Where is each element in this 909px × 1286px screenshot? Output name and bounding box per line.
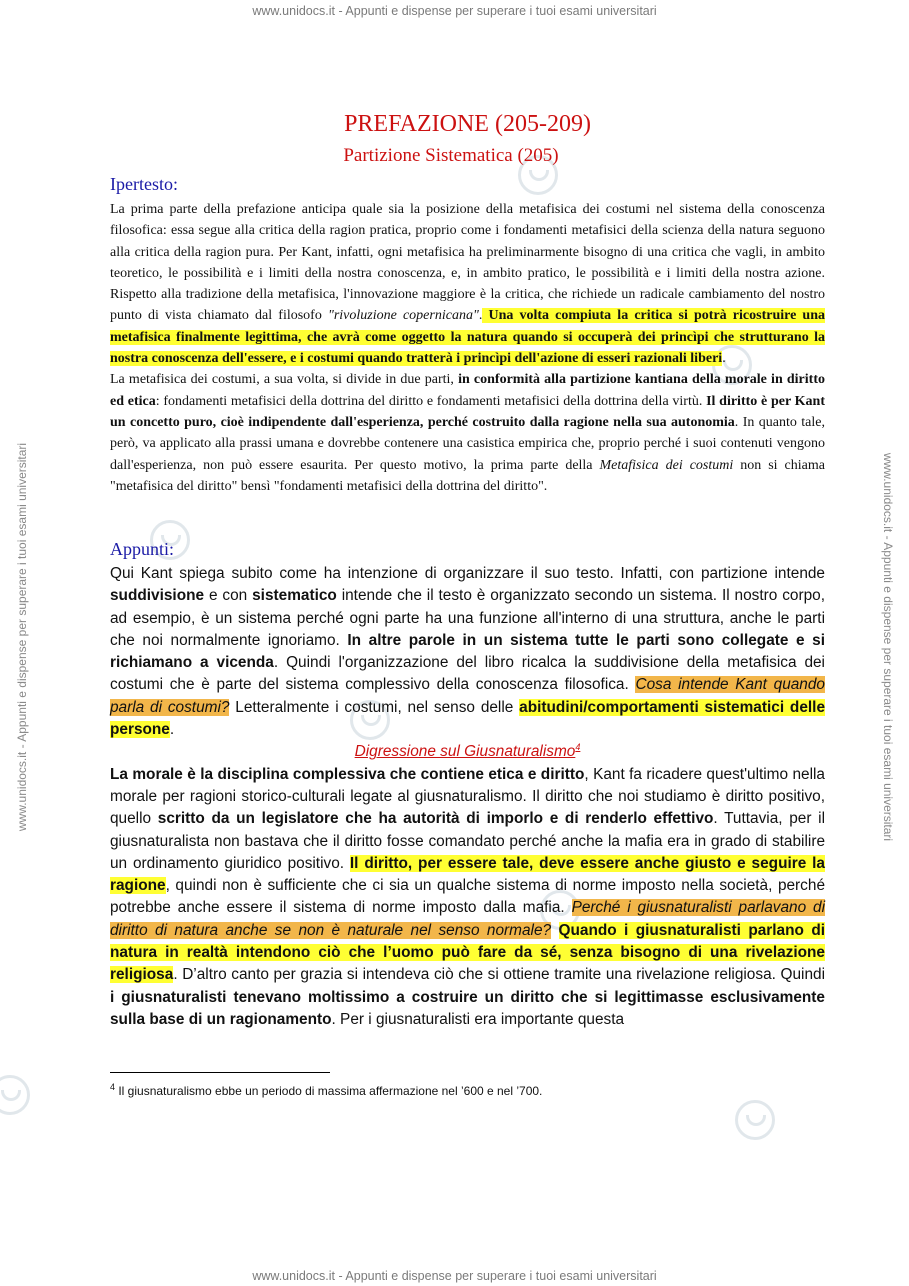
ipertesto-p1-after: .	[722, 351, 726, 367]
unidocs-logo-icon	[0, 1075, 30, 1115]
digression-heading	[110, 741, 825, 763]
appunti-s1-bold-1: suddivisione	[110, 587, 205, 605]
appunti-s2-e: . D’altro canto per grazia si intendeva ciò che si ottiene tramite una rivelazione religiosa. Quindi	[173, 966, 825, 984]
footnote-text: Il giusnaturalismo ebbe un periodo di massima affermazione nel ’600 e nel ’700.	[115, 1084, 543, 1098]
footnote-number: 4	[110, 1082, 116, 1092]
ipertesto-heading: Ipertesto:	[110, 174, 178, 194]
ipertesto-p1-highlight: Una volta compiuta la critica si potrà ricostruire una metafisica finalmente legittima, che avrà come oggetto la natura quando si occuperà dei princìpi che strutturano la nostra conoscenza dell'essere, e i costumi quando tratterà i princìpi dell'azione di esseri razionali liberi	[110, 308, 825, 367]
watermark-right: www.unidocs.it - Appunti e dispense per superare i tuoi esami universitari	[881, 452, 895, 842]
appunti-s2-f: . Per i giusnaturalisti era importante questa	[331, 1010, 625, 1028]
appunti-s2-space	[551, 922, 558, 939]
watermark-header: www.unidocs.it - Appunti e dispense per superare i tuoi esami universitari	[252, 4, 657, 18]
appunti-s1-f: Letteralmente i costumi, nel senso delle	[229, 698, 520, 716]
appunti-s2-bold-1: La morale è la disciplina complessiva che contiene etica e diritto	[110, 765, 585, 783]
appunti-heading: Appunti:	[110, 539, 175, 559]
ipertesto-p2-e: . In quanto tale, però, va applicato alla prassi umana e dovrebbe contenere una casistica empirica che, proprio perché i suoi contenuti vengono dall'esperienza, non può essere esaurita. Per questo motivo, la prima parte della	[110, 414, 825, 473]
ipertesto-text	[110, 199, 825, 497]
appunti-s2-a: , Kant fa ricadere quest'ultimo nella morale per ragioni storico-culturali legate al giusnaturalismo. Il diritto che noi studiamo è diritto positivo, quello	[110, 765, 825, 828]
appunti-s2-highlight-2: Quando i giusnaturalisti parlano di natura in realtà intendono ciò che l’uomo può fare da sé, senza bisogno di una rivelazione religiosa	[110, 921, 825, 984]
appunti-s1-c: e con	[204, 587, 253, 605]
appunti-s1-e: . Quindi l'organizzazione del libro ricalca la suddivisione della metafisica dei costumi che è parte del sistema complessivo della conoscenza filosofica.	[110, 654, 825, 694]
appunti-s2-bold-3: i giusnaturalisti tenevano moltissimo a costruire un diritto che si legittimasse esclusivamente sulla base di un ragionamento	[110, 988, 825, 1028]
ipertesto-p2-g: non si chiama "metafisica del diritto" bensì "fondamenti metafisici della dottrina del diritto".	[110, 457, 825, 494]
appunti-s1-bold-3: In altre parole in un sistema tutte le parti sono collegate e si richiamano a vicenda	[110, 631, 826, 672]
appunti-s1: Qui Kant spiega subito come ha intenzione di organizzare il suo testo. Infatti, con partizione intende	[110, 565, 825, 582]
appunti-s2-bold-2: scritto da un legislatore che ha autorità di imporlo e di renderlo effettivo	[157, 810, 714, 828]
page-subtitle: Partizione Sistematica (205)	[343, 145, 559, 166]
watermark-footer: www.unidocs.it - Appunti e dispense per superare i tuoi esami universitari	[252, 1269, 657, 1283]
appunti-s2-highlight-1: Il diritto, per essere tale, deve essere anche giusto e seguire la ragione	[110, 854, 825, 895]
appunti-s1-bold-2: sistematico	[252, 587, 337, 605]
appunti-s2-c: . Tuttavia, per il giusnaturalista non bastava che il diritto fosse comandato perché anche la mafia era in grado di stabilire un ordinamento giuridico positivo.	[110, 810, 825, 872]
appunti-s1-d: intende che il testo è organizzato secondo un sistema. Il nostro corpo, ad esempio, è un sistema perché ogni parte ha una funzione all'interno di una struttura, anche le parti che noi normalmente ignoriamo.	[110, 587, 825, 649]
ipertesto-p2-a: La metafisica dei costumi, a sua volta, si divide in due parti,	[110, 372, 459, 388]
digression-footnote-ref[interactable]: 4	[575, 742, 581, 753]
ipertesto-p2-b: in conformità alla partizione kantiana della morale in diritto ed etica	[110, 372, 825, 409]
appunti-s2-d: , quindi non è sufficiente che ci sia un qualche sistema di norme imposto nella società, perché potrebbe anche essere il sistema di norme imposto dalla mafia.	[110, 877, 825, 917]
ipertesto-p1: La prima parte della prefazione anticipa quale sia la posizione della metafisica dei costumi nel sistema della conoscenza filosofica: essa segue alla critica della ragion pratica, proprio come i fondamenti metafisici della scienza della natura seguono alla critica della ragion pura. Per Kant, infatti, ogni metafisica ha preliminarmente bisogno di una critica che vagli, in ambito teoretico, le possibilità e i limiti della nostra conoscenza, e, in ambito pratico, le possibilità e i limiti della nostra azione. Rispetto alla tradizione della metafisica, l'innovazione maggiore è la critica, che richiede un radicale cambiamento del nostro punto di vista chiamato dal filosofo	[110, 202, 825, 324]
ipertesto-p1-end: .	[478, 308, 483, 324]
ipertesto-p2-c: : fondamenti metafisici della dottrina del diritto e fondamenti metafisici della dottrina della virtù.	[155, 393, 707, 409]
digression-title: Digressione sul Giusnaturalismo	[354, 743, 576, 761]
appunti-s1-g: .	[169, 721, 175, 739]
page-title: PREFAZIONE (205-209)	[344, 111, 591, 137]
ipertesto-p2-d: Il diritto è per Kant un concetto puro, cioè indipendente dall'esperienza, perché costruito dalla ragione nella sua autonomia	[110, 393, 826, 430]
appunti-text	[110, 563, 825, 1031]
unidocs-logo-icon	[735, 1100, 775, 1140]
footnote-separator	[110, 1072, 330, 1073]
ipertesto-p2-f: Metafisica dei costumi	[599, 457, 734, 473]
appunti-question-1: Cosa intende Kant quando parla di costumi?	[110, 676, 825, 716]
watermark-left: www.unidocs.it - Appunti e dispense per superare i tuoi esami universitari	[15, 442, 29, 832]
appunti-question-2: Perché i giusnaturalisti parlavano di diritto di natura anche se non è naturale nel senso normale?	[110, 899, 825, 939]
ipertesto-p1-italic: "rivoluzione copernicana"	[327, 308, 479, 324]
footnote	[110, 1084, 825, 1098]
appunti-s1-highlight: abitudini/comportamenti sistematici delle persone	[110, 698, 825, 739]
